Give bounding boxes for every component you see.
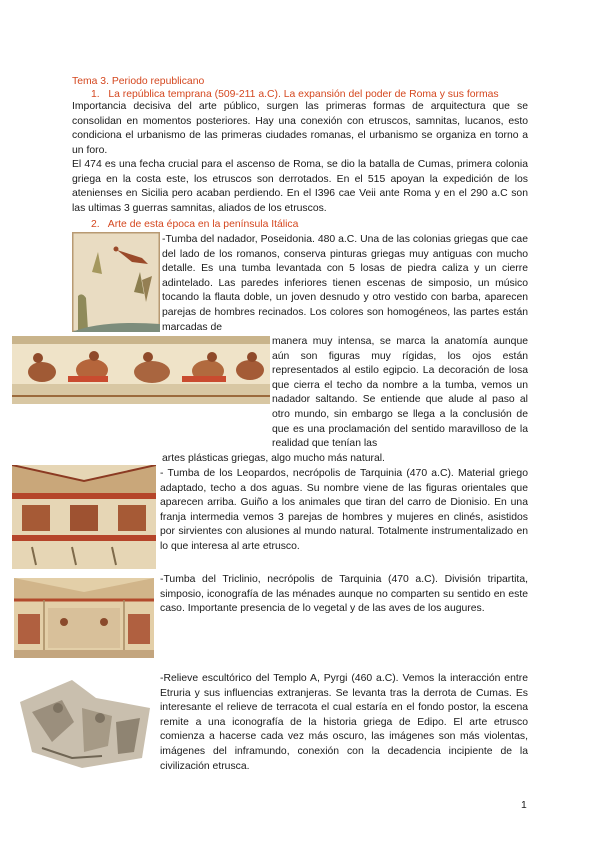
figure-tumba-triclinio (14, 578, 154, 658)
figure-relieve-pyrgi (12, 672, 157, 770)
document-title: Tema 3. Periodo republicano (72, 76, 205, 87)
section-2-heading (91, 218, 298, 231)
section-2-title: Arte de esta época en la península Itálica (107, 219, 299, 230)
page-number: 1 (521, 800, 527, 811)
paragraph-public-art: Importancia decisiva del arte público, surgen las primeras formas de arquitectura que se consolidan en momentos posteriores. Hay una conexión con etruscos, samnitas, lucanos, esto condiciona el urbanismo de las primeras ciudades romanas, el urbanismo se organiza en torno a un foro. (72, 101, 528, 156)
triclinio-image (14, 578, 154, 658)
diver-image (72, 232, 160, 332)
paragraph-nadador-3: artes plásticas griegas, algo mucho más natural. (162, 453, 385, 464)
leopardos-image (12, 465, 156, 569)
section-2-number: 2. (91, 219, 100, 230)
symposium-image (12, 336, 270, 404)
paragraph-nadador-2: manera muy intensa, se marca la anatomía aunque aún son figuras muy rígidas, los ojos están representados al estilo egipcio. La decoración de losa que cierra el techo da nombre a la tumba, vemos un nadador saltando. Se entiende que alude al paso al otro mundo, sin embargo se llega a la conclusión de que es una proclamación del sentido maravilloso de la realidad que tenían las (272, 336, 528, 450)
paragraph-triclinio: -Tumba del Triclinio, necrópolis de Tarquinia (470 a.C). División tripartita, simposio, iconografía de las ménades aunque no comparten su sentido en este caso. Importante presencia de lo vegetal y de las aves de los augures. (160, 574, 528, 615)
paragraph-leopardos: - Tumba de los Leopardos, necrópolis de Tarquinia (470 a.C). Material griego adaptado, techo a dos aguas. Su nombre viene de las figuras orientales que aparecen arriba. Guiño a los animales que tiran del carro de Dionisio. En una franja intermedia vemos 3 parejas de hombres y mujeres en clinés, asistidos por sirvientes con alusiones al mundo natural. Totalmente instrumentalizado en lo que interesa al arte etrusco. (160, 468, 528, 552)
figure-tumba-nadador-techo (72, 232, 160, 332)
figure-tumba-nadador-simposio (12, 336, 270, 404)
section-1-title: La república temprana (509-211 a.C). La expansión del poder de Roma y sus formas (108, 89, 499, 100)
paragraph-nadador-1: -Tumba del nadador, Poseidonia. 480 a.C. Una de las colonias griegas que cae del lado de los romanos, conserva pinturas griegas muy antiguas con mucho detalle. Es una tumba levantada con 5 losas de piedra caliza y un cierre adintelado. Las paredes inferiores tienen escenas de simposio, un músico tocando la flauta doble, un joven desnudo y otro vestido con barba, aparecen parejas de hombres recinados. Los colores son homogéneos, las partes están marcadas de (162, 234, 528, 333)
figure-tumba-leopardos (12, 465, 156, 569)
paragraph-pyrgi: -Relieve escultórico del Templo A, Pyrgi (460 a.C). Vemos la interacción entre Etruria y sus influencias extranjeras. Se levanta tras la derrota de Cumas. Es interesante el relieve de terracota el cual estaría en el fondo postor, la escena remite a una iconografía de la historia griega de Edipo. El arte etrusco comienza a hacerse cada vez más oscuro, las imágenes son más violentas, imágenes del inframundo, conexión con la decadencia incipiente de la civilización etrusca. (160, 673, 528, 772)
pyrgi-relief-image (12, 672, 157, 770)
section-1-number: 1. (91, 89, 100, 100)
paragraph-roma-ascenso: El 474 es una fecha crucial para el ascenso de Roma, se dio la batalla de Cumas, primera colonia griega en la costa este, los etruscos son derrotados. En el 515 apoyan la expedición de los atenienses en Sicilia pero acaban perdiendo. En el I396 cae Veii ante Roma y en el 290 a.C son las ultimas 3 guerras samnitas, aliados de los etruscos. (72, 159, 528, 214)
